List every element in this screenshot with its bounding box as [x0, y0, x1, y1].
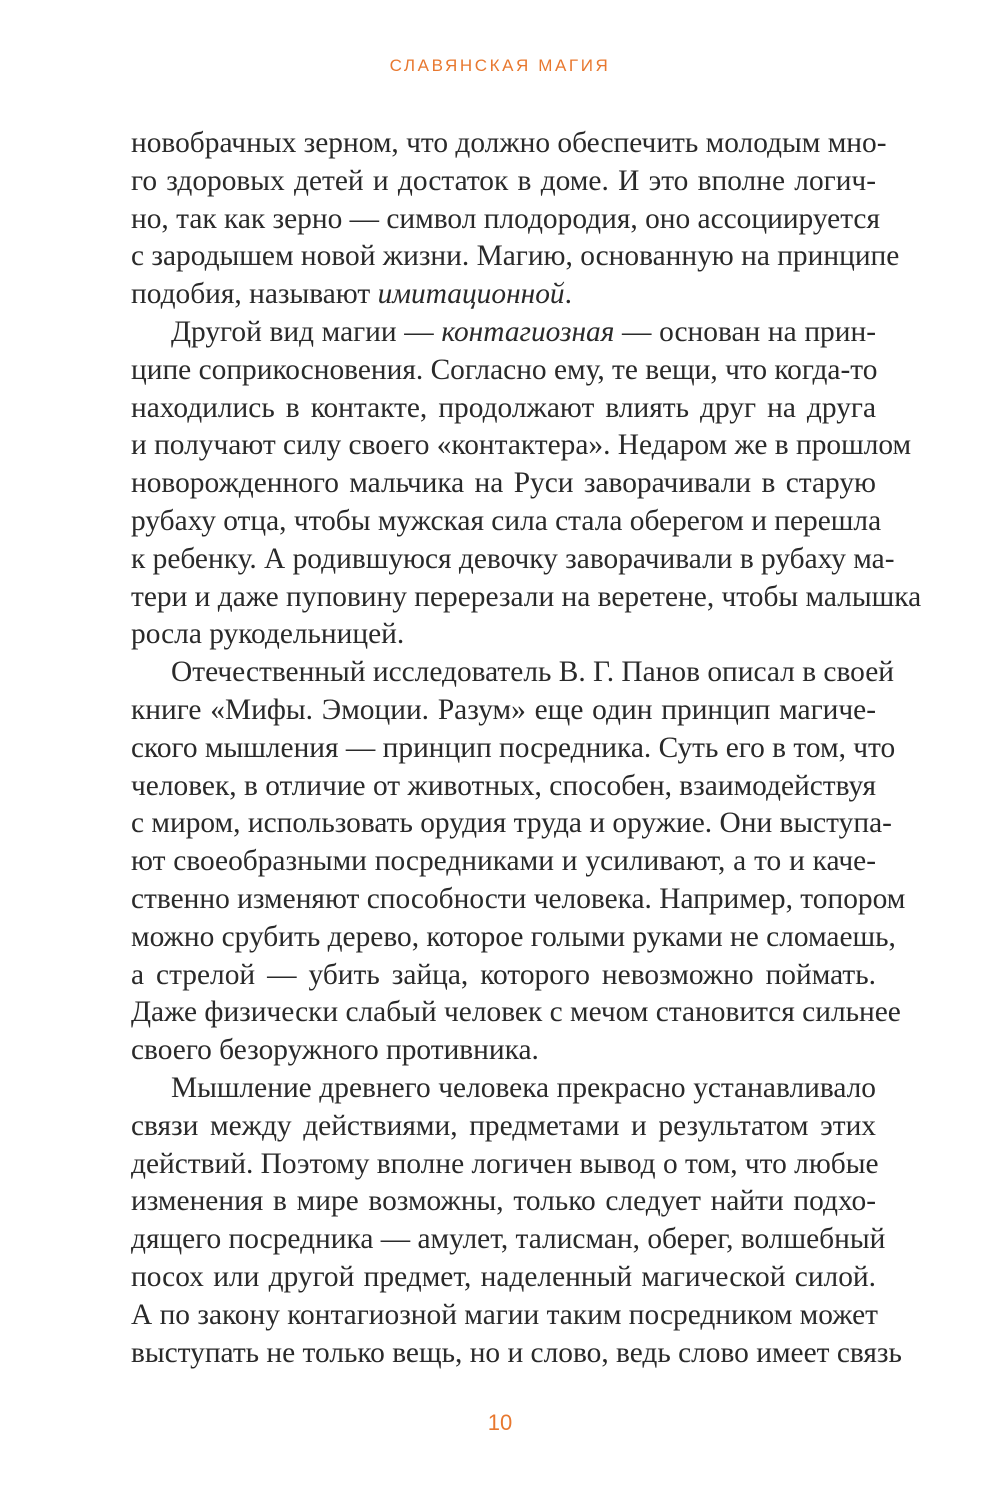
text-line: тери и даже пуповину перерезали на веретене, чтобы малышка: [131, 580, 922, 613]
text-line: книге «Мифы. Эмоции. Разум» еще один принцип магиче-: [131, 693, 876, 726]
text-line: новобрачных зерном, что должно обеспечить молодым мно-: [131, 127, 887, 159]
text-run: подобия, называют: [131, 278, 378, 311]
text-line: человек, в отличие от животных, способен, взаимодействуя: [131, 769, 876, 802]
text-line: можно срубить дерево, которое голыми руками не сломаешь,: [131, 920, 896, 953]
italic-term: контагиозная: [441, 315, 615, 348]
text-line: находились в контакте, продолжают влиять друг на друга: [131, 391, 876, 424]
text-line: ского мышления — принцип посредника. Суть его в том, что: [131, 731, 896, 764]
text-line: росла рукодельницей.: [131, 618, 405, 651]
text-line: изменения в мире возможны, только следует найти подхо-: [131, 1185, 876, 1218]
text-run: Другой вид магии —: [171, 315, 442, 348]
text-line: с зародышем новой жизни. Магию, основанную на принципе: [131, 240, 900, 273]
text-line: посох или другой предмет, наделенный магической силой.: [131, 1260, 876, 1293]
text-run: .: [564, 278, 572, 311]
italic-term: имитационной: [377, 278, 565, 311]
page-number: 10: [487, 1410, 513, 1435]
text-line: действий. Поэтому вполне логичен вывод о том, что любые: [131, 1147, 879, 1180]
text-line: [131, 314, 876, 352]
text-line: Отечественный исследователь В. Г. Панов описал в своей: [171, 656, 894, 689]
text-line: новорожденного мальчика на Руси заворачивали в старую: [131, 467, 876, 500]
paragraph: [131, 314, 922, 654]
paragraph: [131, 654, 906, 1070]
text-line: своего безоружного противника.: [131, 1034, 539, 1067]
text-line: дящего посредника — амулет, талисман, оберег, волшебный: [131, 1223, 886, 1256]
paragraph: [131, 125, 900, 314]
text-line: рубаху отца, чтобы мужская сила стала оберегом и перешла: [131, 504, 882, 537]
text-line: го здоровых детей и достаток в доме. И это вполне логич-: [131, 164, 876, 197]
text-run: — основан на прин-: [614, 315, 876, 348]
paragraph: [131, 1070, 902, 1372]
text-line: и получают силу своего «контактера». Недаром же в прошлом: [131, 429, 912, 462]
text-line: с миром, использовать орудия труда и оружие. Они выступа-: [131, 807, 892, 840]
text-line: но, так как зерно — символ плодородия, оно ассоциируется: [131, 202, 880, 235]
text-line: ципе соприкосновения. Согласно ему, те вещи, что когда-то: [131, 353, 878, 386]
text-line: выступать не только вещь, но и слово, ведь слово имеет связь: [131, 1336, 902, 1369]
text-line: А по закону контагиозной магии таким посредником может: [131, 1298, 879, 1331]
text-line: а стрелой — убить зайца, которого невозможно поймать.: [131, 958, 876, 991]
text-line: Даже физически слабый человек с мечом становится сильнее: [131, 996, 901, 1029]
running-title: СЛАВЯНСКАЯ МАГИЯ: [389, 56, 611, 75]
text-line: к ребенку. А родившуюся девочку заворачивали в рубаху ма-: [131, 542, 895, 575]
text-line: Мышление древнего человека прекрасно устанавливало: [171, 1071, 876, 1104]
text-line: ют своеобразными посредниками и усиливают, а то и каче-: [131, 845, 876, 878]
body-text: [131, 125, 922, 1372]
text-line: [131, 276, 876, 314]
text-line: ственно изменяют способности человека. Например, топором: [131, 882, 906, 915]
text-line: связи между действиями, предметами и результатом этих: [131, 1109, 876, 1142]
